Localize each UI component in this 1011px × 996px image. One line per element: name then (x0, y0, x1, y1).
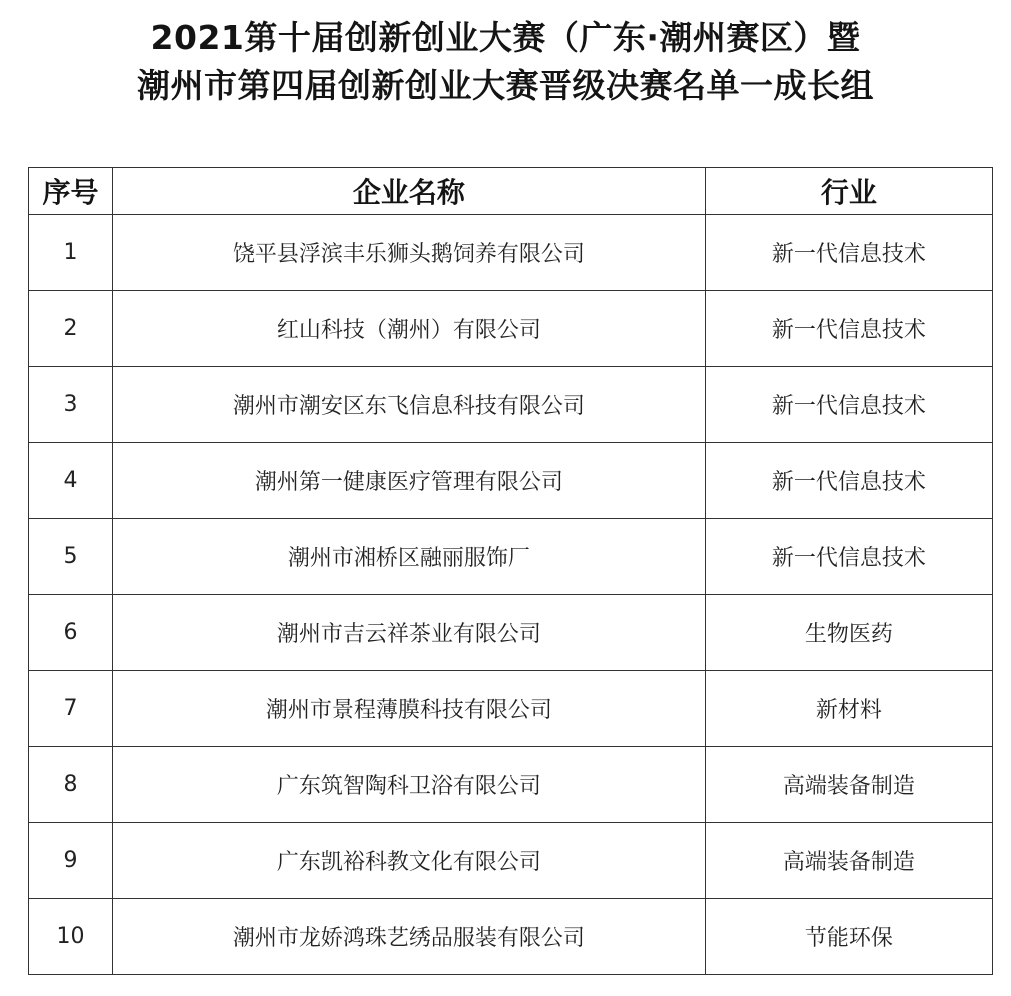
header-serial-number: 序号 (29, 168, 113, 215)
serial-number-cell: 6 (29, 595, 113, 671)
industry-cell: 高端装备制造 (705, 823, 992, 899)
company-name-cell: 潮州市湘桥区融丽服饰厂 (113, 519, 706, 595)
company-name-cell: 广东凯裕科教文化有限公司 (113, 823, 706, 899)
header-industry: 行业 (705, 168, 992, 215)
serial-number-cell: 1 (29, 215, 113, 291)
title-line-2: 潮州市第四届创新创业大赛晋级决赛名单一成长组 (137, 66, 874, 105)
industry-cell: 新一代信息技术 (705, 367, 992, 443)
serial-number-cell: 4 (29, 443, 113, 519)
table-row (29, 899, 993, 975)
company-name-cell: 红山科技（潮州）有限公司 (113, 291, 706, 367)
table-row (29, 291, 993, 367)
finalist-table (28, 167, 993, 975)
industry-cell: 高端装备制造 (705, 747, 992, 823)
industry-cell: 节能环保 (705, 899, 992, 975)
table-row (29, 519, 993, 595)
industry-cell: 新一代信息技术 (705, 443, 992, 519)
document-title (0, 14, 1011, 110)
company-name-cell: 饶平县浮滨丰乐狮头鹅饲养有限公司 (113, 215, 706, 291)
industry-cell: 生物医药 (705, 595, 992, 671)
industry-cell: 新一代信息技术 (705, 519, 992, 595)
table-row (29, 823, 993, 899)
company-name-cell: 潮州市景程薄膜科技有限公司 (113, 671, 706, 747)
serial-number-cell: 9 (29, 823, 113, 899)
header-company-name: 企业名称 (113, 168, 706, 215)
table-row (29, 595, 993, 671)
industry-cell: 新材料 (705, 671, 992, 747)
table-row (29, 443, 993, 519)
industry-cell: 新一代信息技术 (705, 291, 992, 367)
table-row (29, 215, 993, 291)
serial-number-cell: 10 (29, 899, 113, 975)
table-row (29, 747, 993, 823)
company-name-cell: 潮州市吉云祥茶业有限公司 (113, 595, 706, 671)
company-name-cell: 潮州市龙娇鸿珠艺绣品服装有限公司 (113, 899, 706, 975)
table-header-row (29, 168, 993, 215)
serial-number-cell: 3 (29, 367, 113, 443)
table-row (29, 367, 993, 443)
serial-number-cell: 8 (29, 747, 113, 823)
company-name-cell: 广东筑智陶科卫浴有限公司 (113, 747, 706, 823)
serial-number-cell: 7 (29, 671, 113, 747)
industry-cell: 新一代信息技术 (705, 215, 992, 291)
serial-number-cell: 2 (29, 291, 113, 367)
company-name-cell: 潮州市潮安区东飞信息科技有限公司 (113, 367, 706, 443)
company-name-cell: 潮州第一健康医疗管理有限公司 (113, 443, 706, 519)
table-row (29, 671, 993, 747)
title-line-1: 2021第十届创新创业大赛（广东·潮州赛区）暨 (150, 18, 861, 57)
serial-number-cell: 5 (29, 519, 113, 595)
